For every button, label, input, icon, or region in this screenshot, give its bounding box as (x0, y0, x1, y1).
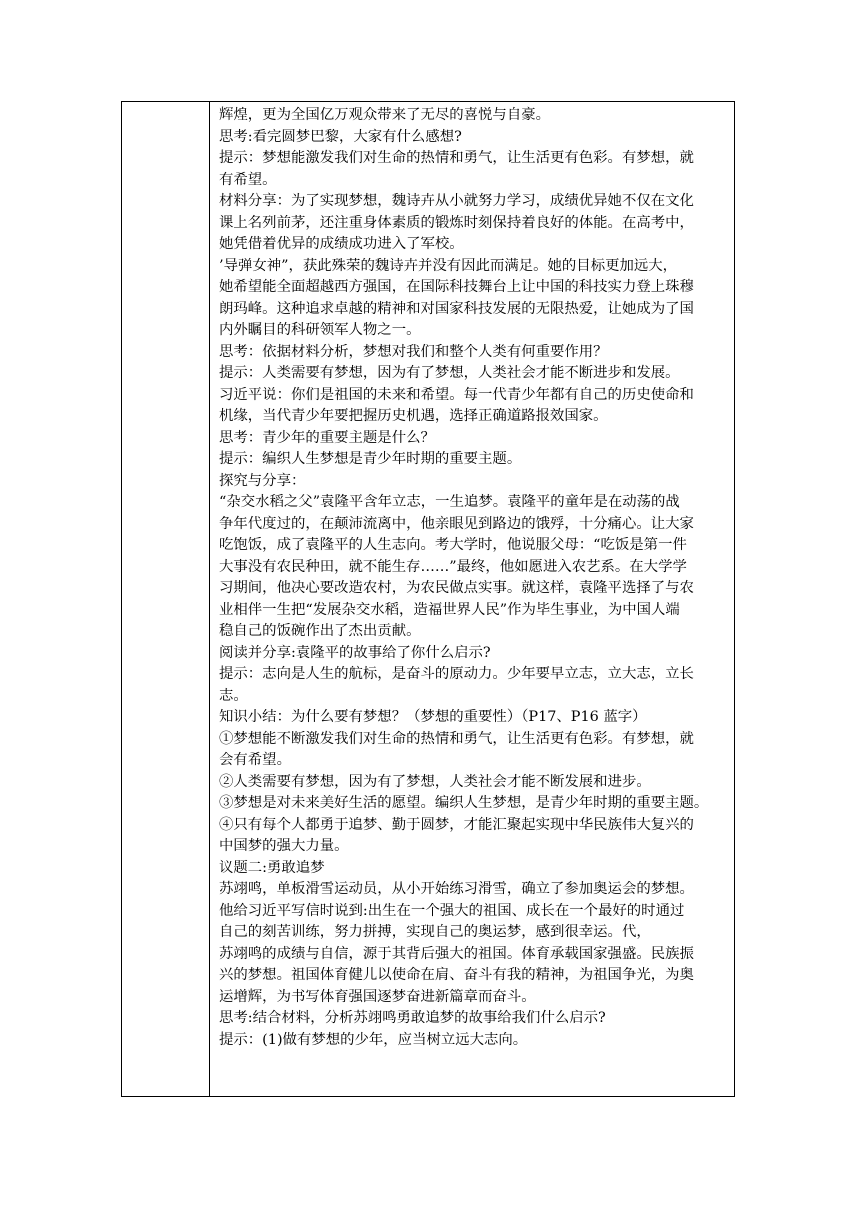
text-line: 课上名列前茅，还注重身体素质的锻炼时刻保持着良好的体能。在高考中， (219, 214, 694, 231)
text-line: 提示：梦想能激发我们对生命的热情和勇气，让生活更有色彩。有梦想，就 (219, 150, 694, 166)
text-line: 业相伴一生把“发展杂交水稻，造福世界人民”作为毕生事业，为中国人端 (219, 601, 680, 618)
text-line: 阅读并分享:袁隆平的故事给了你什么启示? (219, 644, 491, 661)
text-line: ③梦想是对未来美好生活的愿望。编织人生梦想，是青少年时期的重要主题。 (219, 795, 709, 811)
text-line: “杂交水稻之父”袁隆平含年立志，一生追梦。袁隆平的童年是在动荡的战 (219, 494, 680, 510)
text-line: 会有希望。 (219, 752, 291, 768)
text-line: 志。 (219, 687, 248, 704)
text-line: 知识小结：为什么要有梦想？（梦想的重要性）（P17、P16 蓝字） (219, 709, 647, 725)
text-line: 提示：人类需要有梦想，因为有了梦想，人类社会才能不断进步和发展。 (219, 365, 680, 381)
text-line: 思考:结合材料，分析苏翊鸣勇敢追梦的故事给我们什么启示? (219, 1010, 606, 1026)
text-line: 内外瞩目的科研领军人物之一。 (219, 322, 421, 338)
text-line: ②人类需要有梦想，因为有了梦想，人类社会才能不断发展和进步。 (219, 773, 651, 790)
text-line: 苏翊鸣，单板滑雪运动员，从小开始练习滑雪，确立了参加奥运会的梦想。 (219, 881, 694, 897)
text-line: 运增辉，为书写体育强国逐梦奋进新篇章而奋斗。 (219, 988, 536, 1005)
text-line: 苏翊鸣的成绩与自信，源于其背后强大的祖国。体育承载国家强盛。民族振 (219, 945, 694, 962)
text-line: 她凭借着优异的成绩成功进入了军校。 (219, 236, 464, 252)
text-line: 机缘，当代青少年要把握历史机遇，选择正确道路报效国家。 (219, 408, 608, 424)
text-line: 思考：青少年的重要主题是什么？ (219, 429, 435, 446)
text-line: 材料分享：为了实现梦想，魏诗卉从小就努力学习，成绩优异她不仅在文化 (219, 193, 694, 209)
text-line: 习近平说：你们是祖国的未来和希望。每一代青少年都有自己的历史使命和 (219, 386, 694, 403)
text-line: 思考:看完圆梦巴黎，大家有什么感想? (219, 128, 462, 145)
text-line: 思考：依据材料分析，梦想对我们和整个人类有何重要作用？ (219, 343, 608, 360)
text-line: 探究与分享： (219, 472, 306, 489)
text-line: 有希望。 (219, 171, 277, 188)
text-line: 她希望能全面超越西方强国，在国际科技舞台上让中国的科技实力登上珠穆 (219, 279, 694, 295)
text-line: 他给习近平写信时说到:出生在一个强大的祖国、成长在一个最好的时通过 (219, 902, 685, 919)
text-line: ’导弹女神”，获此殊荣的魏诗卉并没有因此而满足。她的目标更加远大， (219, 257, 678, 274)
text-line: ①梦想能不断激发我们对生命的热情和勇气，让生活更有色彩。有梦想，就 (219, 730, 694, 747)
text-line: 提示：志向是人生的航标，是奋斗的原动力。少年要早立志，立大志，立长 (219, 666, 694, 682)
text-line: 提示：编织人生梦想是青少年时期的重要主题。 (219, 451, 522, 467)
text-line: 中国梦的强大力量。 (219, 838, 349, 854)
text-line: 大事没有农民种田，就不能生存……”最终，他如愿进入农艺系。在大学学 (219, 558, 687, 575)
text-line: 自己的刻苦训练，努力拼搏，实现自己的奥运梦，感到很幸运。代， (219, 924, 651, 940)
text-line: 朗玛峰。这种追求卓越的精神和对国家科技发展的无限热爱，让她成为了国 (219, 300, 694, 317)
text-line: ④只有每个人都勇于追梦、勤于圆梦，才能汇聚起实现中华民族伟大复兴的 (219, 816, 694, 833)
content-column-cell (210, 102, 734, 1096)
text-line: 争年代度过的，在颠沛流离中，他亲眼见到路边的饿殍，十分痛心。让大家 (219, 515, 694, 532)
lesson-table (121, 101, 735, 1097)
text-line: 议题二:勇敢追梦 (219, 859, 325, 876)
text-line: 辉煌，更为全国亿万观众带来了无尽的喜悦与自豪。 (219, 107, 550, 123)
text-line: 提示：(1)做有梦想的少年，应当树立远大志向。 (219, 1031, 528, 1048)
text-line: 兴的梦想。祖国体育健儿以使命在肩、奋斗有我的精神，为祖国争光，为奥 (219, 967, 694, 983)
text-line: 吃饱饭，成了袁隆平的人生志向。考大学时，他说服父母：“吃饭是第一件 (219, 537, 687, 553)
text-line: 习期间，他决心要改造农村，为农民做点实事。就这样，袁隆平选择了与农 (219, 580, 694, 596)
text-line: 稳自己的饭碗作出了杰出贡献。 (219, 623, 421, 639)
left-column-cell (122, 102, 210, 1096)
